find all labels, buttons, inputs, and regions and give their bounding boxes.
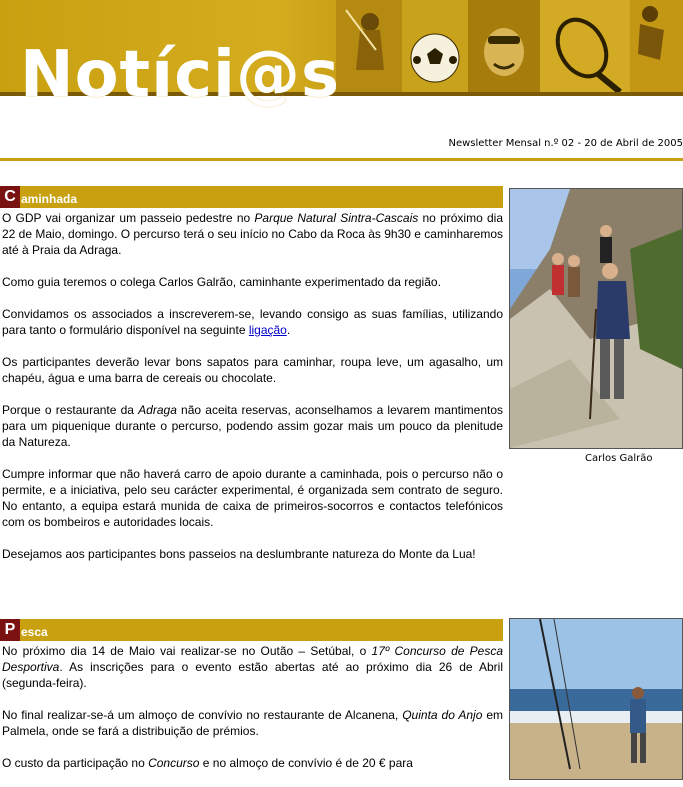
article-pesca [2,643,503,787]
article-paragraph: Convidamos os associados a inscreverem-se, levando consigo as suas famílias, utilizando para tanto o formulário disponível na seguinte ligação. [2,306,503,338]
emphasis-text: Parque Natural Sintra-Cascais [254,211,418,225]
emphasis-text: Quinta do Anjo [402,708,482,722]
athlete-photo [630,0,683,92]
article-paragraph: Desejamos aos participantes bons passeios na deslumbrante natureza do Monte da Lua! [2,546,503,562]
section-title: aminhada [21,192,77,206]
golfer-photo [336,0,402,92]
tennis-racket-photo [540,0,630,92]
registration-form-link[interactable]: ligação [249,323,287,337]
article-paragraph: O custo da participação no Concurso e no almoço de convívio é de 20 € para [2,755,503,771]
photo-caption: Carlos Galrão [585,453,653,464]
newsletter-issue-line: Newsletter Mensal n.º 02 - 20 de Abril de 2005 [449,138,683,149]
hikers-photo [509,188,683,449]
fishing-photo [509,618,683,780]
newsletter-logo: Notíci@s [20,40,340,110]
emphasis-text: Adraga [138,403,177,417]
emphasis-text: 17º Concurso de Pesca Desportiva [2,644,503,674]
article-paragraph: O GDP vai organizar um passeio pedestre no Parque Natural Sintra-Cascais no próximo dia 22 de Maio, domingo. O percurso terá o seu início no Cabo da Roca às 9h30 e caminharemos até à Praia da Adraga. [2,210,503,258]
article-paragraph: Cumpre informar que não haverá carro de apoio durante a caminhada, pois o percurso não o permite, e a iniciativa, pelo seu carácter experimental, é organizada sem contrato de seguro. No entanto, a equipa estará munida de caixa de primeiros-socorros e contactos telefónicos com os bombeiros e autoridades locais. [2,466,503,530]
section-header-caminhada [0,186,503,208]
header-divider [0,158,683,161]
article-paragraph: No final realizar-se-á um almoço de convívio no restaurante de Alcanena, Quinta do Anjo em Palmela, onde se fará a distribuição de prémios. [2,707,503,739]
article-paragraph: Como guia teremos o colega Carlos Galrão, caminhante experimentado da região. [2,274,503,290]
soccer-ball-photo [402,0,468,92]
article-paragraph: No próximo dia 14 de Maio vai realizar-se no Outão – Setúbal, o 17º Concurso de Pesca Desportiva. As inscrições para o evento estão abertas até ao próximo dia 26 de Abril (segunda-feira). [2,643,503,691]
section-initial: P [0,619,20,641]
section-initial: C [0,186,20,208]
article-paragraph: Os participantes deverão levar bons sapatos para caminhar, roupa leve, um agasalho, um chapéu, água e uma barra de cereais ou chocolate. [2,354,503,386]
article-caminhada [2,210,503,578]
section-title: esca [21,625,48,639]
section-header-pesca [0,619,503,641]
swimmer-photo [468,0,540,92]
emphasis-text: Concurso [148,756,199,770]
newsletter-banner [0,0,683,118]
article-paragraph: Porque o restaurante da Adraga não aceita reservas, aconselhamos a levarem mantimentos para um piquenique durante o percurso, podendo assim gozar mais um pouco da plenitude da Natureza. [2,402,503,450]
